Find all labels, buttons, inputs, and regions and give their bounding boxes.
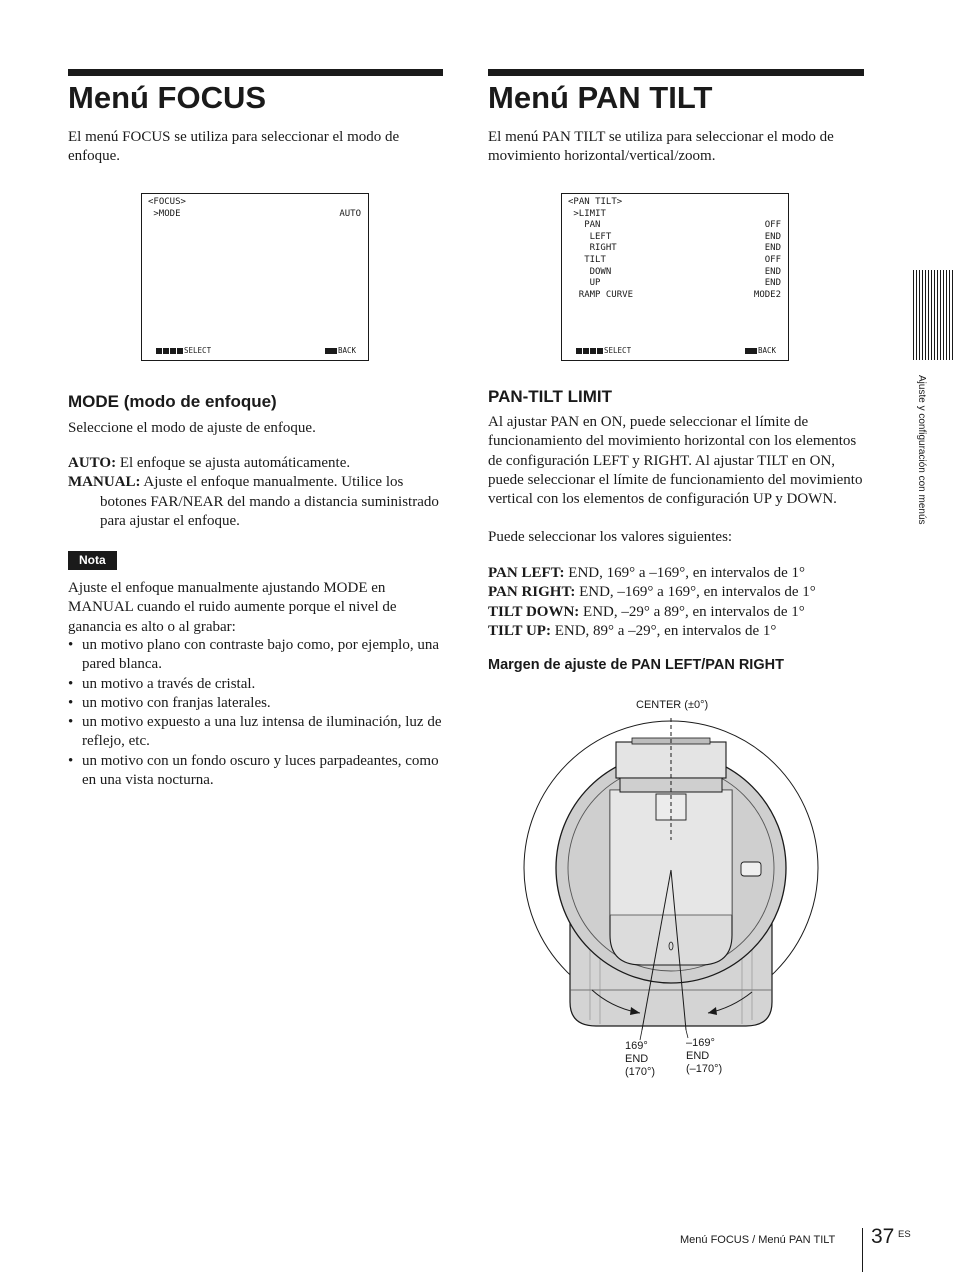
arrow-keys-icon [576, 348, 603, 354]
limit-values-list [488, 564, 866, 641]
limit-value-item: TILT DOWN: END, –29° a 89°, en intervalos de 1° [488, 603, 805, 620]
focus-menu-screen [141, 193, 369, 361]
screen-row-key: DOWN [589, 266, 612, 277]
screen-row-value: END [764, 266, 781, 277]
center-label: CENTER (±0°) [636, 699, 709, 711]
limit-text-2: Puede seleccionar los valores siguientes: [488, 529, 733, 545]
limit-value-item: TILT UP: END, 89° a –29°, en intervalos de 1° [488, 622, 777, 639]
mode-manual: MANUAL: Ajuste el enfoque manualmente. Utilice los botones FAR/NEAR del mando a distancia suministrado para ajustar el enfoque. [68, 474, 439, 529]
menu-key-icon [325, 348, 337, 354]
range-heading: Margen de ajuste de PAN LEFT/PAN RIGHT [488, 657, 784, 673]
focus-intro: El menú FOCUS se utiliza para seleccionar el modo de enfoque. [68, 129, 400, 164]
screen-row-value: AUTO [339, 208, 361, 219]
pantilt-title-rule [488, 69, 864, 76]
page-number: 37 [871, 1225, 895, 1248]
screen-row-key: RAMP CURVE [578, 289, 633, 300]
screen-row-value: OFF [764, 254, 781, 265]
mode-intro: Seleccione el modo de ajuste de enfoque. [68, 420, 316, 436]
screen-row-value: END [764, 243, 781, 254]
screen-row-value: END [764, 231, 781, 242]
pantilt-menu-screen [561, 193, 789, 361]
limit-heading: PAN-TILT LIMIT [488, 387, 613, 406]
screen-footer-back: BACK [325, 345, 356, 357]
limit-text: Al ajustar PAN en ON, puede seleccionar el límite de funcionamiento del movimiento horizontal con los elementos de configuración LEFT y RIGHT. Al ajustar TILT en ON, puede seleccionar el límite de funcionamiento del movimiento vertical con los elementos de configuración UP y DOWN. [488, 414, 863, 508]
limit-value-item: PAN RIGHT: END, –169° a 169°, en intervalos de 1° [488, 584, 816, 601]
note-bullet-item: • un motivo con franjas laterales. [68, 694, 444, 713]
mode-auto: AUTO: El enfoque se ajusta automáticamente. [68, 455, 351, 471]
note-bullet-item: • un motivo con un fondo oscuro y luces parpadeantes, como en una vista nocturna. [68, 752, 444, 791]
screen-footer-select: SELECT [576, 345, 631, 357]
screen-row-key: LEFT [589, 231, 612, 242]
screen-menu-row [562, 243, 788, 255]
screen-row-value: OFF [764, 220, 781, 231]
note-bullet-item: • un motivo expuesto a una luz intensa de iluminación, luz de reflejo, etc. [68, 713, 444, 752]
screen-row-key: RIGHT [589, 243, 617, 254]
note-text: Ajuste el enfoque manualmente ajustando MODE en MANUAL cuando el ruido aumente porque el nivel de ganancia es alto o al grabar: [68, 580, 397, 635]
screen-menu-row [562, 267, 788, 279]
right-limit-label: –169° END (–170°) [686, 1037, 723, 1075]
screen-row-key: UP [589, 278, 601, 289]
screen-menu-row [562, 209, 788, 221]
screen-row-key: TILT [584, 254, 606, 265]
screen-row-value: END [764, 278, 781, 289]
pan-range-diagram [500, 690, 840, 1090]
screen-menu-row [142, 209, 368, 221]
screen-menu-row [562, 278, 788, 290]
screen-menu-row [562, 255, 788, 267]
mode-options [68, 454, 444, 531]
focus-title-rule [68, 69, 443, 76]
focus-title: Menú FOCUS [68, 80, 267, 115]
section-side-label: Ajuste y configuración con menús [916, 375, 927, 525]
footer-divider [862, 1228, 863, 1272]
screen-row-key: >MODE [153, 208, 181, 219]
note-bullet-list [68, 636, 444, 790]
left-limit-label: 169° END (170°) [625, 1040, 656, 1078]
mode-heading: MODE (modo de enfoque) [68, 392, 277, 411]
note-badge: Nota [68, 551, 117, 570]
screen-footer-select: SELECT [156, 345, 211, 357]
pantilt-screen-title: <PAN TILT> [568, 197, 623, 207]
screen-footer-back: BACK [745, 345, 776, 357]
screen-row-key: PAN [584, 220, 601, 231]
screen-menu-row [562, 232, 788, 244]
screen-row-key: >LIMIT [573, 208, 606, 219]
screen-menu-row [562, 220, 788, 232]
section-tab-stripes [913, 270, 954, 360]
pantilt-title: Menú PAN TILT [488, 80, 713, 115]
limit-value-item: PAN LEFT: END, 169° a –169°, en intervalos de 1° [488, 565, 805, 581]
screen-row-value: MODE2 [753, 289, 781, 300]
screen-menu-row [562, 290, 788, 302]
focus-screen-title: <FOCUS> [148, 197, 186, 207]
note-bullet-item: • un motivo plano con contraste bajo como, por ejemplo, una pared blanca. [68, 636, 444, 675]
menu-key-icon [745, 348, 757, 354]
note-bullet-item: • un motivo a través de cristal. [68, 675, 444, 694]
pantilt-intro: El menú PAN TILT se utiliza para seleccionar el modo de movimiento horizontal/vertical/zoom. [488, 129, 834, 164]
footer-title: Menú FOCUS / Menú PAN TILT [680, 1234, 836, 1246]
page-language: ES [898, 1229, 911, 1240]
arrow-keys-icon [156, 348, 183, 354]
